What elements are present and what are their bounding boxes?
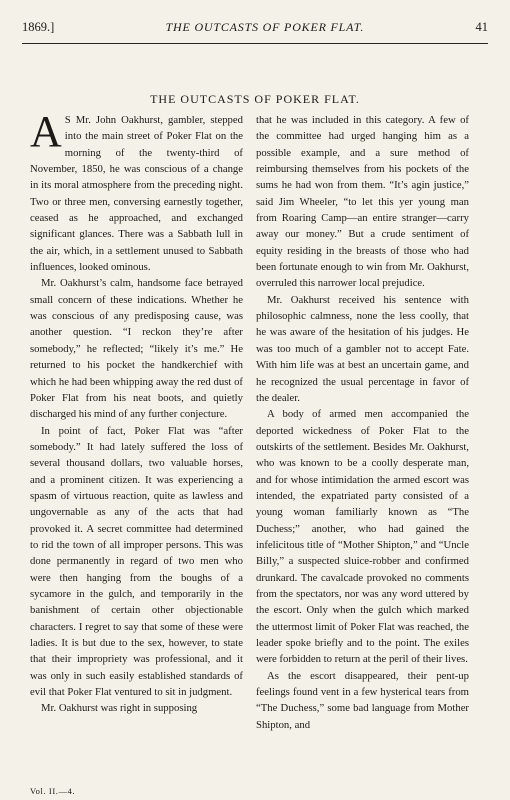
header-rule xyxy=(22,43,488,44)
paragraph-7: A body of armed men accompanied the deported wickedness of Poker Flat to the outskirts of the settlement. Besides Mr. Oakhurst, who was known to be a coolly desperate man, and for whose intimidation the armed escort was intended, the expatriated party consisted of a young woman familiarly known as “The Duchess;” another, who had gained the infelicitous title of “Mother Shipton,” and “Uncle Billy,” a suspected sluice-robber and confirmed drunkard. The cavalcade provoked no comments from the spectators, nor was any word uttered by the escort. Only when the gulch which marked the uttermost limit of Poker Flat was reached, the leader spoke briefly and to the point. The exiles were forbidden to return at the peril of their lives. xyxy=(256,408,469,666)
paragraph-2: Mr. Oakhurst’s calm, handsome face betrayed small concern of these indications. Whether he was conscious of any predisposing cause, was another question. “I reckon they’re after somebody,” he reflected; “likely it’s me.” He returned to his pocket the handkerchief with which he had been whipping away the red dust of Poker Flat from his neat boots, and quietly discharged his mind of any further conjecture. xyxy=(30,277,243,421)
drop-cap: A xyxy=(30,107,62,156)
signature-mark: Vol. II.—4. xyxy=(30,786,76,796)
paragraph-4: Mr. Oakhurst was right in supposing xyxy=(41,702,198,715)
article-title: THE OUTCASTS OF POKER FLAT. xyxy=(150,92,360,106)
running-head-year: 1869.] xyxy=(22,20,55,34)
left-column xyxy=(30,107,243,717)
paragraph-3: In point of fact, Poker Flat was “after somebody.” It had lately suffered the loss of several thousand dollars, two valuable horses, and a prominent citizen. It was experiencing a spasm of virtuous reaction, quite as lawless and ungovernable as any of the acts that had provoked it. A secret committee had determined to rid the town of all improper persons. This was done permanently in regard of two men who were then hanging from the boughs of a sycamore in the gulch, and temporarily in the banishment of certain other objectionable characters. I regret to say that some of these were ladies. It is but due to the sex, however, to state that their impropriety was professional, and it was only in such easily established standards of evil that Poker Flat ventured to sit in judgment. xyxy=(30,424,243,699)
paragraph-1 xyxy=(30,107,243,275)
running-head-title: THE OUTCASTS OF POKER FLAT. xyxy=(165,20,365,34)
paragraph-1-text: S Mr. John Oakhurst, gambler, stepped into the main street of Poker Flat on the morning of the twenty-third of November, 1850, he was conscious of a change in its moral atmosphere from the preceding night. Two or three men, conversing earnestly together, ceased as he approached, and exchanged significant glances. There was a Sabbath lull in the air, which, in a settlement unused to Sabbath influences, looked ominous. xyxy=(30,114,243,274)
running-head xyxy=(22,20,488,35)
paragraph-5: that he was included in this category. A few of the committee had urged hanging him as a possible example, and a sure method of reimbursing themselves from his pockets of the sums he had won from them. “It’s agin justice,” said Jim Wheeler, “to let this yer young man from Roaring Camp—an entire stranger—carry away our money.” But a crude sentiment of equity residing in the breasts of those who had been fortunate enough to win from Mr. Oakhurst, overruled this narrower local prejudice. xyxy=(256,114,469,290)
paragraph-8: As the escort disappeared, their pent-up feelings found vent in a few hysterical tears from “The Duchess,” some bad language from Mother Shipton, and xyxy=(256,669,469,731)
paragraph-6: Mr. Oakhurst received his sentence with philosophic calmness, none the less coolly, that he was aware of the hesitation of his judges. He was too much of a gambler not to accept Fate. With him life was at best an uncertain game, and he recognized the usual percentage in favor of the dealer. xyxy=(256,293,469,404)
right-column xyxy=(256,112,469,733)
page-number: 41 xyxy=(475,20,488,34)
